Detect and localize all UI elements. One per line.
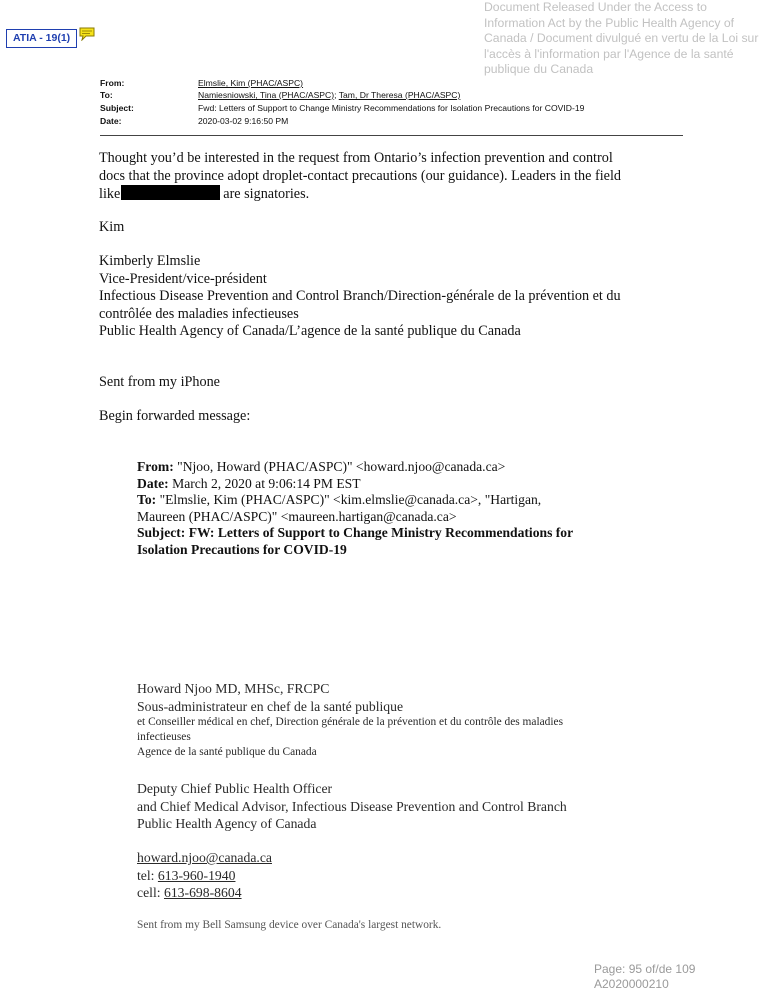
device-note: Sent from my Bell Samsung device over Canada's largest network.: [137, 919, 442, 931]
header-label: To:: [100, 90, 113, 100]
recipient-link[interactable]: Tam, Dr Theresa (PHAC/ASPC): [338, 90, 461, 100]
header-from-row: [100, 78, 304, 89]
fwd-from-value: "Njoo, Howard (PHAC/ASPC)" <howard.njoo@canada.ca>: [177, 459, 506, 474]
redaction-box: [121, 185, 220, 200]
message-signoff: Kim: [99, 219, 125, 235]
tel-row: [137, 867, 272, 885]
message-line: Thought you’d be interested in the request from Ontario’s infection prevention and control: [99, 150, 613, 166]
cell-label: cell:: [137, 885, 161, 900]
fwd-label: Subject:: [137, 525, 186, 540]
header-divider: [100, 135, 683, 136]
header-label: Subject:: [100, 103, 134, 113]
tel-label: tel:: [137, 867, 155, 883]
header-label: Date:: [100, 116, 122, 126]
forwarded-subject-row: [137, 525, 573, 542]
tel-link[interactable]: 613-960-1940: [157, 867, 236, 883]
forwarded-intro: Begin forwarded message:: [99, 408, 251, 424]
header-from-value[interactable]: Elmslie, Kim (PHAC/ASPC): [198, 78, 304, 88]
header-to-row: [100, 90, 461, 101]
njoo-signature-fr: [137, 680, 563, 760]
recipient-separator: ;: [334, 90, 337, 100]
message-line: docs that the province adopt droplet-contact precautions (our guidance). Leaders in the field: [99, 167, 621, 184]
fwd-date-value: March 2, 2020 at 9:06:14 PM EST: [172, 475, 361, 491]
header-date-row: [100, 116, 289, 127]
sent-from-note: Sent from my iPhone: [99, 374, 220, 390]
fwd-label: To:: [137, 492, 157, 507]
atia-exemption-tag[interactable]: ATIA - 19(1): [6, 29, 77, 48]
signature-agency-fr: Agence de la santé publique du Canada: [137, 746, 317, 758]
message-text: like: [99, 186, 121, 202]
signature-title-en: Deputy Chief Public Health Officer: [137, 781, 333, 796]
email-link[interactable]: howard.njoo@canada.ca: [137, 850, 272, 865]
signature-branch: contrôlée des maladies infectieuses: [99, 305, 299, 322]
header-to-value: [198, 90, 460, 101]
fwd-to-value: "Elmslie, Kim (PHAC/ASPC)" <kim.elmslie@canada.ca>, "Hartigan,: [159, 492, 542, 507]
document-id: A2020000210: [594, 976, 669, 991]
signature-name: Kimberly Elmslie: [99, 253, 201, 269]
signature-branch: Infectious Disease Prevention and Control Branch/Direction-générale de la prévention et du: [99, 288, 621, 304]
watermark-line: Document Released Under the Access to: [484, 0, 707, 14]
header-subject-row: [100, 103, 585, 114]
fwd-to-value: Maureen (PHAC/ASPC)" <maureen.hartigan@canada.ca>: [137, 508, 457, 524]
cell-link[interactable]: 613-698-8604: [163, 885, 242, 900]
watermark-line: l'accès à l'information par l'Agence de la santé: [484, 46, 734, 61]
page-number: Page: 95 of/de 109: [594, 962, 696, 976]
njoo-contact: [137, 849, 272, 902]
signature-line-fr: et Conseiller médical en chef, Direction générale de la prévention et du contrôle des maladies: [137, 716, 564, 728]
sender-signature: [99, 253, 621, 341]
forwarded-from-row: [137, 459, 573, 476]
page-footer: [594, 962, 695, 991]
watermark-line: Information Act by the Public Health Agency of: [484, 15, 734, 30]
signature-agency-en: Public Health Agency of Canada: [137, 816, 317, 831]
sticky-note-icon[interactable]: [79, 27, 95, 41]
signature-agency: Public Health Agency of Canada/L’agence de la santé publique du Canada: [99, 323, 521, 339]
watermark-line: Canada / Document divulgué en vertu de la Loi sur: [484, 31, 759, 45]
header-label: From:: [100, 78, 125, 88]
forwarded-date-row: [137, 476, 573, 493]
message-body: [99, 150, 621, 204]
recipient-link[interactable]: Namiesniowski, Tina (PHAC/ASPC): [198, 90, 335, 100]
signature-name: Howard Njoo MD, MHSc, FRCPC: [137, 681, 330, 696]
message-text: are signatories.: [223, 186, 310, 202]
forwarded-header: [137, 459, 573, 558]
signature-title-fr: Sous-administrateur en chef de la santé publique: [137, 698, 404, 714]
signature-line-en: and Chief Medical Advisor, Infectious Disease Prevention and Control Branch: [137, 798, 567, 814]
fwd-label: Date:: [137, 475, 169, 491]
forwarded-to-row: [137, 492, 573, 509]
fwd-label: From:: [137, 459, 174, 474]
njoo-signature-en: [137, 780, 567, 833]
fwd-subject-value: FW: Letters of Support to Change Ministry Recommendations for: [188, 525, 574, 540]
signature-line-fr: infectieuses: [137, 731, 191, 743]
header-date-value: 2020-03-02 9:16:50 PM: [198, 116, 289, 126]
fwd-subject-text: Isolation Precautions for COVID-19: [137, 541, 347, 557]
signature-title: Vice-President/vice-président: [99, 270, 267, 287]
release-watermark: [484, 0, 779, 78]
watermark-line: publique du Canada: [484, 62, 594, 76]
cell-row: [137, 884, 272, 902]
fwd-subject-value: [137, 542, 573, 559]
header-subject-value: Fwd: Letters of Support to Change Ministry Recommendations for Isolation Precautions for COVID-19: [198, 103, 585, 113]
message-line: [99, 185, 621, 204]
